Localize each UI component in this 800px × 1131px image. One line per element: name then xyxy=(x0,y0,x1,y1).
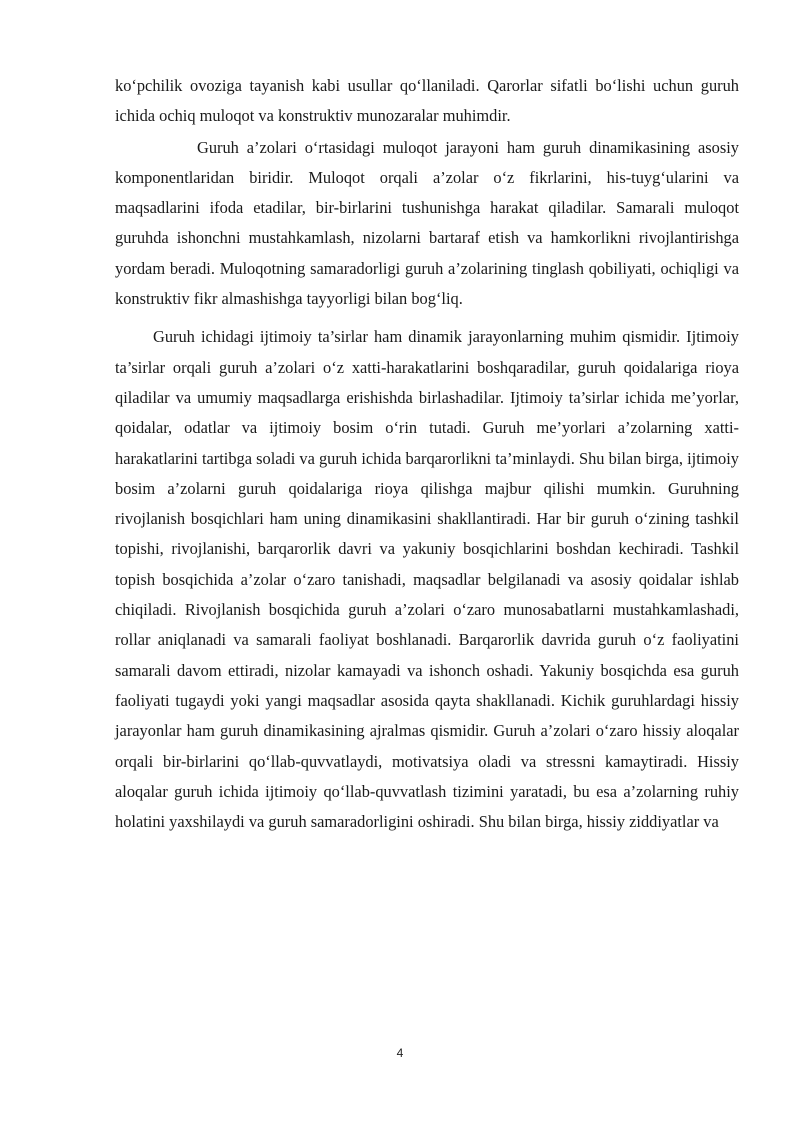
paragraph-communication: Guruh a’zolari o‘rtasidagi muloqot jarayoni ham guruh dinamikasining asosiy komponentlaridan biridir. Muloqot orqali a’zolar o‘z fikrlarini, his-tuyg‘ularini va maqsadlarini ifoda etadilar, bir-birlarini tushunishga harakat qiladilar. Samarali muloqot guruhda ishonchni mustahkamlash, nizolarni bartaraf etish va hamkorlikni rivojlantirishga yordam beradi. Muloqotning samaradorligi guruh a’zolarining tinglash qobiliyati, ochiqligi va konstruktiv fikr almashishga tayyorligi bilan bog‘liq. xyxy=(115,137,739,309)
paragraph-continuation: ko‘pchilik ovoziga tayanish kabi usullar qo‘llaniladi. Qarorlar sifatli bo‘lishi uchun guruh ichida ochiq muloqot va konstruktiv munozaralar muhimdir. xyxy=(115,76,739,126)
paragraph-social-influence: Guruh ichidagi ijtimoiy ta’sirlar ham dinamik jarayonlarning muhim qismidir. Ijtimoiy ta’sirlar orqali guruh a’zolari o‘z xatti-harakatlarini boshqaradilar, guruh qoidalariga rioya qiladilar va umumiy maqsadlarga erishishda birlashadilar. Ijtimoiy ta’sirlar ichida me’yorlar, qoidalar, odatlar va ijtimoiy bosim o‘rin tutadi. Guruh me’yorlari a’zolarning xatti-harakatlarini tartibga soladi va guruh ichida barqarorlikni ta’minlaydi. Shu bilan birga, ijtimoiy bosim a’zolarni guruh qoidalariga rioya qilishga majbur qilishi mumkin. Guruhning rivojlanish bosqichlari ham uning dinamikasini shakllantiradi. Har bir guruh o‘zining tashkil topishi, rivojlanishi, barqarorlik davri va yakuniy bosqichlarini boshdan kechiradi. Tashkil topish bosqichida a’zolar o‘zaro tanishadi, maqsadlar belgilanadi va asosiy qoidalar ishlab chiqiladi. Rivojlanish bosqichida guruh a’zolari o‘zaro munosabatlarni mustahkamlashadi, rollar aniqlanadi va samarali faoliyat boshlanadi. Barqarorlik davrida guruh o‘z faoliyatini samarali davom ettiradi, nizolar kamayadi va ishonch oshadi. Yakuniy bosqichda esa guruh faoliyati tugaydi yoki yangi maqsadlar asosida qayta shakllanadi. Kichik guruhlardagi hissiy jarayonlar ham guruh dinamikasining ajralmas qismidir. Guruh a’zolari o‘zaro hissiy aloqalar orqali bir-birlarini qo‘llab-quvvatlaydi, motivatsiya oladi va stressni kamaytiradi. Hissiy aloqalar guruh ichida ijtimoiy qo‘llab-quvvatlash tizimini yaratadi, bu esa a’zolarning ruhiy holatini yaxshilaydi va guruh samaradorligini oshiradi. Shu bilan birga, hissiy ziddiyatlar va xyxy=(115,327,739,832)
page-number: 4 xyxy=(396,1046,404,1060)
document-page xyxy=(115,71,739,837)
